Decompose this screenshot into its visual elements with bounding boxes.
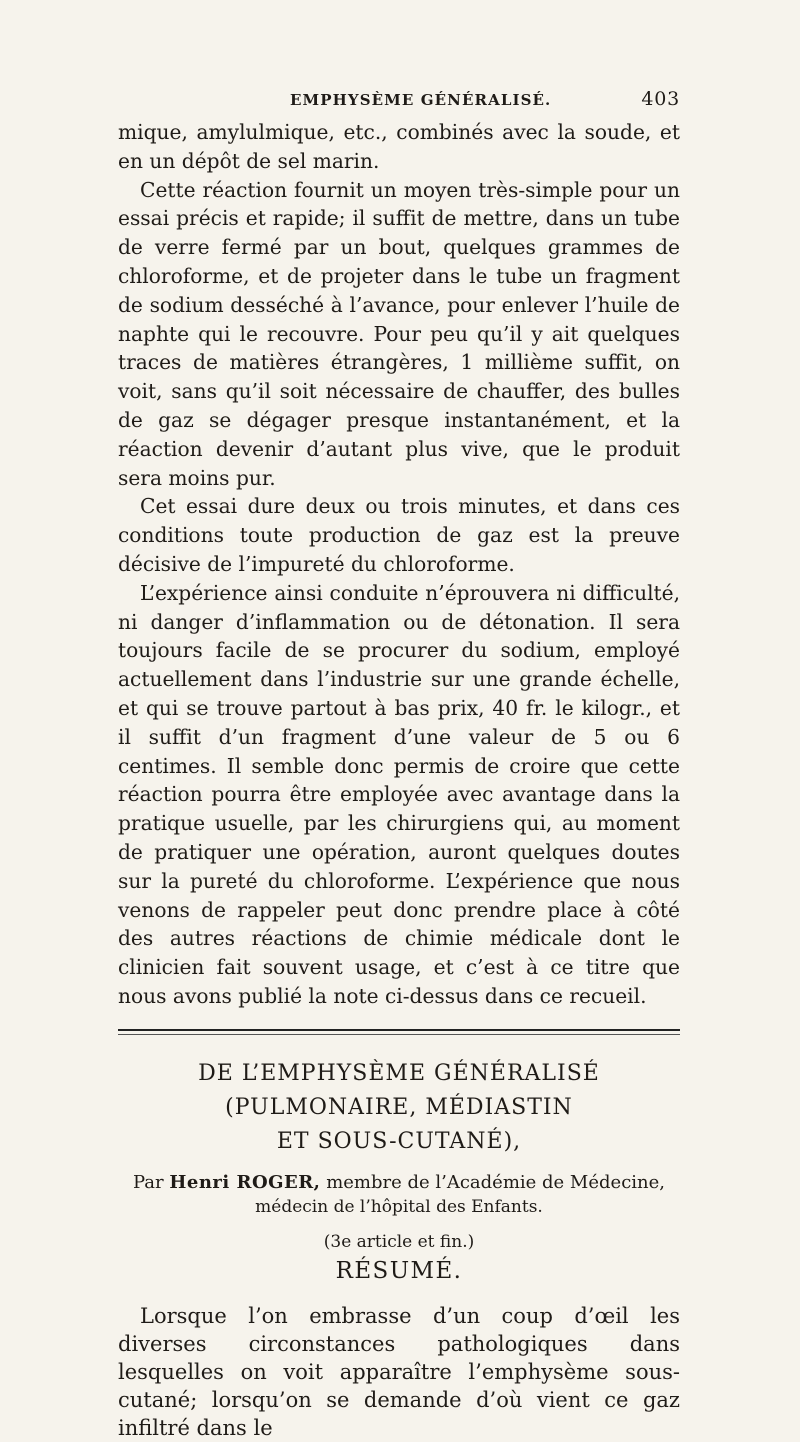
article-title (118, 1057, 680, 1159)
author-name: Henri ROGER, (169, 1171, 321, 1193)
paragraph-test-duration: Cet essai dure deux ou trois minutes, et dans ces conditions toute production de gaz est la preuve décisive de l’impureté du chloroforme. (118, 494, 680, 576)
article-title-line-1: DE L’EMPHYSÈME GÉNÉRALISÉ (PULMONAIRE, MÉDIASTIN (198, 1060, 600, 1120)
page-number: 403 (641, 88, 680, 110)
section-divider (118, 1029, 680, 1035)
byline-affiliation: membre de l’Académie de Médecine, (326, 1171, 665, 1193)
article-part-note: (3e article et fin.) (323, 1231, 475, 1252)
paragraph-reaction-method: Cette réaction fournit un moyen très-simple pour un essai précis et rapide; il suffit de mettre, dans un tube de verre fermé par un bout, quelques grammes de chloroforme, et de projeter dans le tube un fragment de sodium desséché à l’avance, pour enlever l’huile de naphte qui le recouvre. Pour peu qu’il y ait quelques traces de matières étrangères, 1 millième suffit, on voit, sans qu’il soit nécessaire de chauffer, des bulles de gaz se dégager presque instantanément, et la réaction devenir d’autant plus vive, que le produit sera moins pur. (118, 177, 680, 490)
double-rule-top (118, 1029, 680, 1031)
summary-heading: RÉSUMÉ. (335, 1257, 463, 1284)
article-byline (118, 1171, 680, 1195)
byline-prefix: Par (132, 1171, 164, 1193)
paragraph-continuation: mique, amylulmique, etc., combinés avec la soude, et en un dépôt de sel marin. (118, 120, 680, 173)
article-title-line-2: ET SOUS-CUTANÉ), (276, 1128, 522, 1154)
author-affiliation: médecin de l’hôpital des Enfants. (255, 1196, 543, 1217)
summary-opening-paragraph: Lorsque l’on embrasse d’un coup d’œil les diverses circonstances pathologiques dans lesquelles on voit apparaître l’emphysème sous-cutané; lorsqu’on se demande d’où vient ce gaz infiltré dans le (118, 1303, 680, 1440)
running-header (118, 88, 680, 110)
paragraph-experience-safety: L’expérience ainsi conduite n’éprouvera ni difficulté, ni danger d’inflammation ou de détonation. Il sera toujours facile de se procurer du sodium, employé actuellement dans l’industrie sur une grande échelle, et qui se trouve partout à bas prix, 40 fr. le kilogr., et il suffit d’un fragment d’une valeur de 5 ou 6 centimes. Il semble donc permis de croire que cette réaction pourra être employée avec avantage dans la pratique usuelle, par les chirurgiens qui, au moment de pratiquer une opération, auront quelques doutes sur la pureté du chloroforme. L’expérience que nous venons de rappeler peut donc prendre place à côté des autres réactions de chimie médicale dont le clinicien fait souvent usage, et c’est à ce titre que nous avons publié la note ci-dessus dans ce recueil. (118, 580, 680, 1008)
double-rule-bottom (118, 1034, 680, 1035)
running-title: EMPHYSÈME GÉNÉRALISÉ. (290, 91, 552, 109)
